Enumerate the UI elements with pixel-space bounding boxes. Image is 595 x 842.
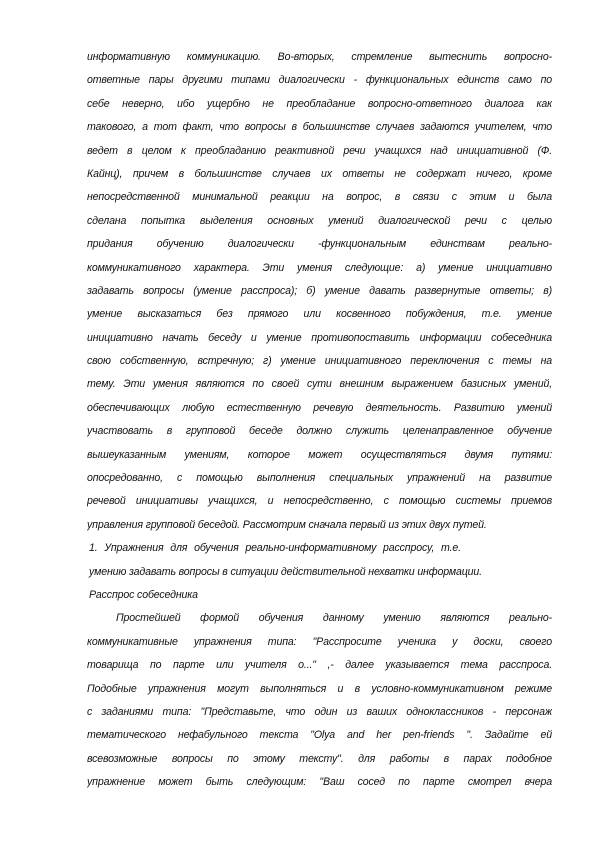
text-line: опосредованно, с помощью выполнения специальных упражнений на развитие xyxy=(87,472,552,485)
text-line: Кайнц), причем в большинстве случаев их ответы не содержат ничего, кроме xyxy=(87,167,552,180)
text-line: придания обучению диалогически -функциональным единствам реально- xyxy=(87,238,552,251)
text-line: всевозможные вопросы по этому тексту". для работы в парах подобное xyxy=(87,752,552,765)
text-line: Простейшей формой обучения данному умению являются реально- xyxy=(116,612,552,625)
text-line: свою собственную, встречную; г) умение инициативного переключения с темы на xyxy=(87,355,552,368)
text-line: сделана попытка выделения основных умений диалогической речи с целью xyxy=(87,214,552,227)
text-line: 1. Упражнения для обучения реально-информативному расспросу, т.е. xyxy=(89,542,461,555)
text-line: Расспрос собеседника xyxy=(89,588,198,601)
text-line: товарища по парте или учителя о..." ,- далее указывается тема расспроса. xyxy=(87,659,552,672)
text-line: коммуникативного характера. Эти умения следующие: а) умение инициативно xyxy=(87,261,552,274)
text-line: речевой инициативы учащихся, и непосредственно, с помощью системы приемов xyxy=(87,495,552,508)
text-line: инициативно начать беседу и умение противопоставить информации собеседника xyxy=(87,331,552,344)
text-line: с заданиями типа: "Представьте, что один из ваших одноклассников - персонаж xyxy=(87,705,552,718)
text-line: задавать вопросы (умение расспроса); б) умение давать развернутые ответы; в) xyxy=(87,284,552,297)
text-line: такового, а тот факт, что вопросы в большинстве случаев задаются учителем, что xyxy=(87,121,552,134)
text-line: информативную коммуникацию. Во-вторых, стремление вытеснить вопросно- xyxy=(87,51,552,63)
text-line: упражнение может быть следующим: "Ваш сосед по парте смотрел вчера xyxy=(87,776,552,789)
text-line: управления групповой беседой. Рассмотрим сначала первый из этих двух путей. xyxy=(87,518,487,531)
text-line: коммуникативные упражнения типа: "Расспросите ученика у доски, своего xyxy=(87,635,552,648)
text-line: участвовать в групповой беседе должно служить целенаправленное обучение xyxy=(87,425,552,438)
text-line: себе неверно, ибо ущербно не преобладание вопросно-ответного диалога как xyxy=(87,97,552,110)
text-line: тему. Эти умения являются по своей сути внешним выражением базисных умений, xyxy=(87,378,552,391)
text-line: обеспечивающих любую естественную речевую деятельность. Развитию умений xyxy=(87,401,552,414)
text-line: умению задавать вопросы в ситуации действительной нехватки информации. xyxy=(89,565,482,578)
text-line: умение высказаться без прямого или косвенного побуждения, т.е. умение xyxy=(87,308,552,321)
text-line: тематического нефабульного текста "Olya and her pen-friends ". Задайте ей xyxy=(87,729,552,742)
body-text xyxy=(87,46,552,795)
text-line: Подобные упражнения могут выполняться и в условно-коммуникативном режиме xyxy=(87,682,552,695)
text-line: непосредственной минимальной реакции на вопрос, в связи с этим и была xyxy=(87,191,552,204)
text-line: ведет в целом к преобладанию реактивной речи учащихся над инициативной (Ф. xyxy=(87,144,552,157)
text-line: ответные пары другими типами диалогически - функциональных единств само по xyxy=(87,74,552,87)
text-line: вышеуказанным умениям, которое может осуществляться двумя путями: xyxy=(87,448,552,461)
